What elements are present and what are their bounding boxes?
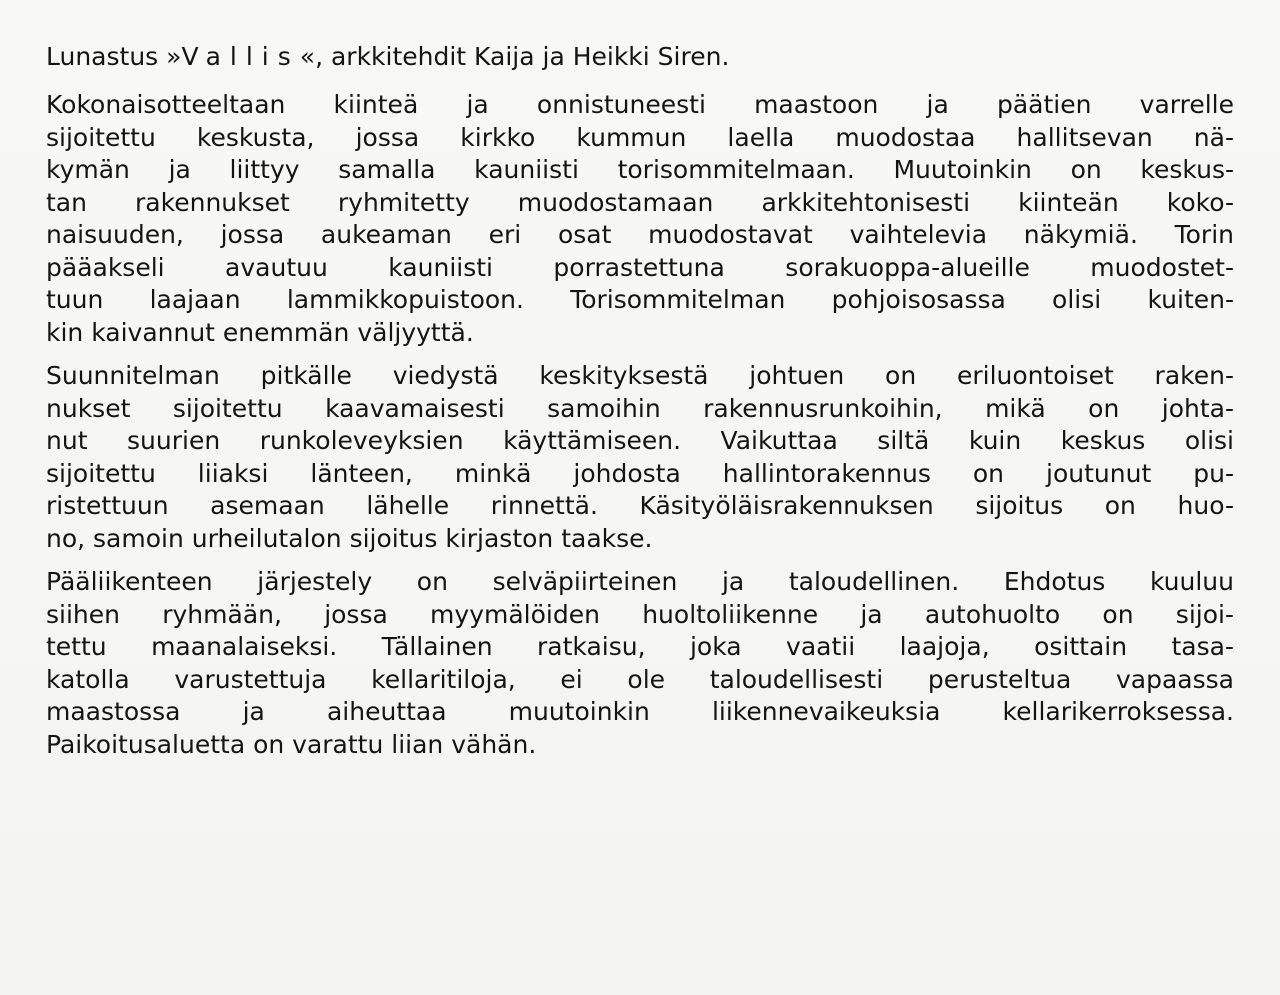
text-line: Suunnitelman pitkälle viedystä keskityksestä johtuen on eriluontoiset raken-	[46, 361, 1234, 390]
text-line: Pääliikenteen järjestely on selväpiirteinen ja taloudellinen. Ehdotus kuuluu	[46, 567, 1234, 596]
text-line: sijoitettu keskusta, jossa kirkko kummun laella muodostaa hallitsevan nä-	[46, 122, 1234, 152]
document-body	[46, 36, 1234, 772]
text-line: naisuuden, jossa aukeaman eri osat muodostavat vaihtelevia näkymiä. Torin	[46, 220, 1234, 249]
text-line: tuun laajaan lammikkopuistoon. Torisommitelman pohjoisosassa olisi kuiten-	[46, 285, 1234, 314]
paragraph-2	[46, 360, 1234, 555]
text-line: maastossa ja aiheuttaa muutoinkin liikennevaikeuksia kellarikerroksessa.	[46, 697, 1234, 726]
paragraph-3	[46, 566, 1234, 761]
text-line: kin kaivannut enemmän väljyyttä.	[46, 317, 474, 347]
heading-prefix: Lunastus »	[46, 42, 182, 71]
text-line: Kokonaisotteeltaan kiinteä ja onnistuneesti maastoon ja päätien varrelle	[46, 90, 1234, 119]
text-line: Paikoitusaluetta on varattu liian vähän.	[46, 729, 537, 759]
text-line: pääakseli avautuu kauniisti porrastettuna sorakuoppa-alueille muodostet-	[46, 252, 1234, 282]
text-line: no, samoin urheilutalon sijoitus kirjaston taakse.	[46, 523, 653, 553]
heading-suffix: «, arkkitehdit Kaija ja Heikki Siren.	[299, 42, 730, 71]
text-line: nukset sijoitettu kaavamaisesti samoihin rakennusrunkoihin, mikä on johta-	[46, 393, 1234, 423]
paragraph-1	[46, 89, 1234, 349]
text-line: nut suurien runkoleveyksien käyttämiseen. Vaikuttaa siltä kuin keskus olisi	[46, 426, 1234, 455]
heading-entry-name: Vallis	[181, 42, 300, 71]
text-line: sijoitettu liiaksi länteen, minkä johdosta hallintorakennus on joutunut pu-	[46, 458, 1234, 488]
text-line: kymän ja liittyy samalla kauniisti torisommitelmaan. Muutoinkin on keskus-	[46, 155, 1234, 184]
document-heading	[46, 36, 1234, 77]
text-line: tan rakennukset ryhmitetty muodostamaan arkkitehtonisesti kiinteän koko-	[46, 187, 1234, 217]
text-line: siihen ryhmään, jossa myymälöiden huoltoliikenne ja autohuolto on sijoi-	[46, 599, 1234, 629]
text-line: ristettuun asemaan lähelle rinnettä. Käsityöläisrakennuksen sijoitus on huo-	[46, 491, 1234, 520]
text-line: katolla varustettuja kellaritiloja, ei ole taloudellisesti perusteltua vapaassa	[46, 664, 1234, 694]
text-line: tettu maanalaiseksi. Tällainen ratkaisu, joka vaatii laajoja, osittain tasa-	[46, 632, 1234, 661]
